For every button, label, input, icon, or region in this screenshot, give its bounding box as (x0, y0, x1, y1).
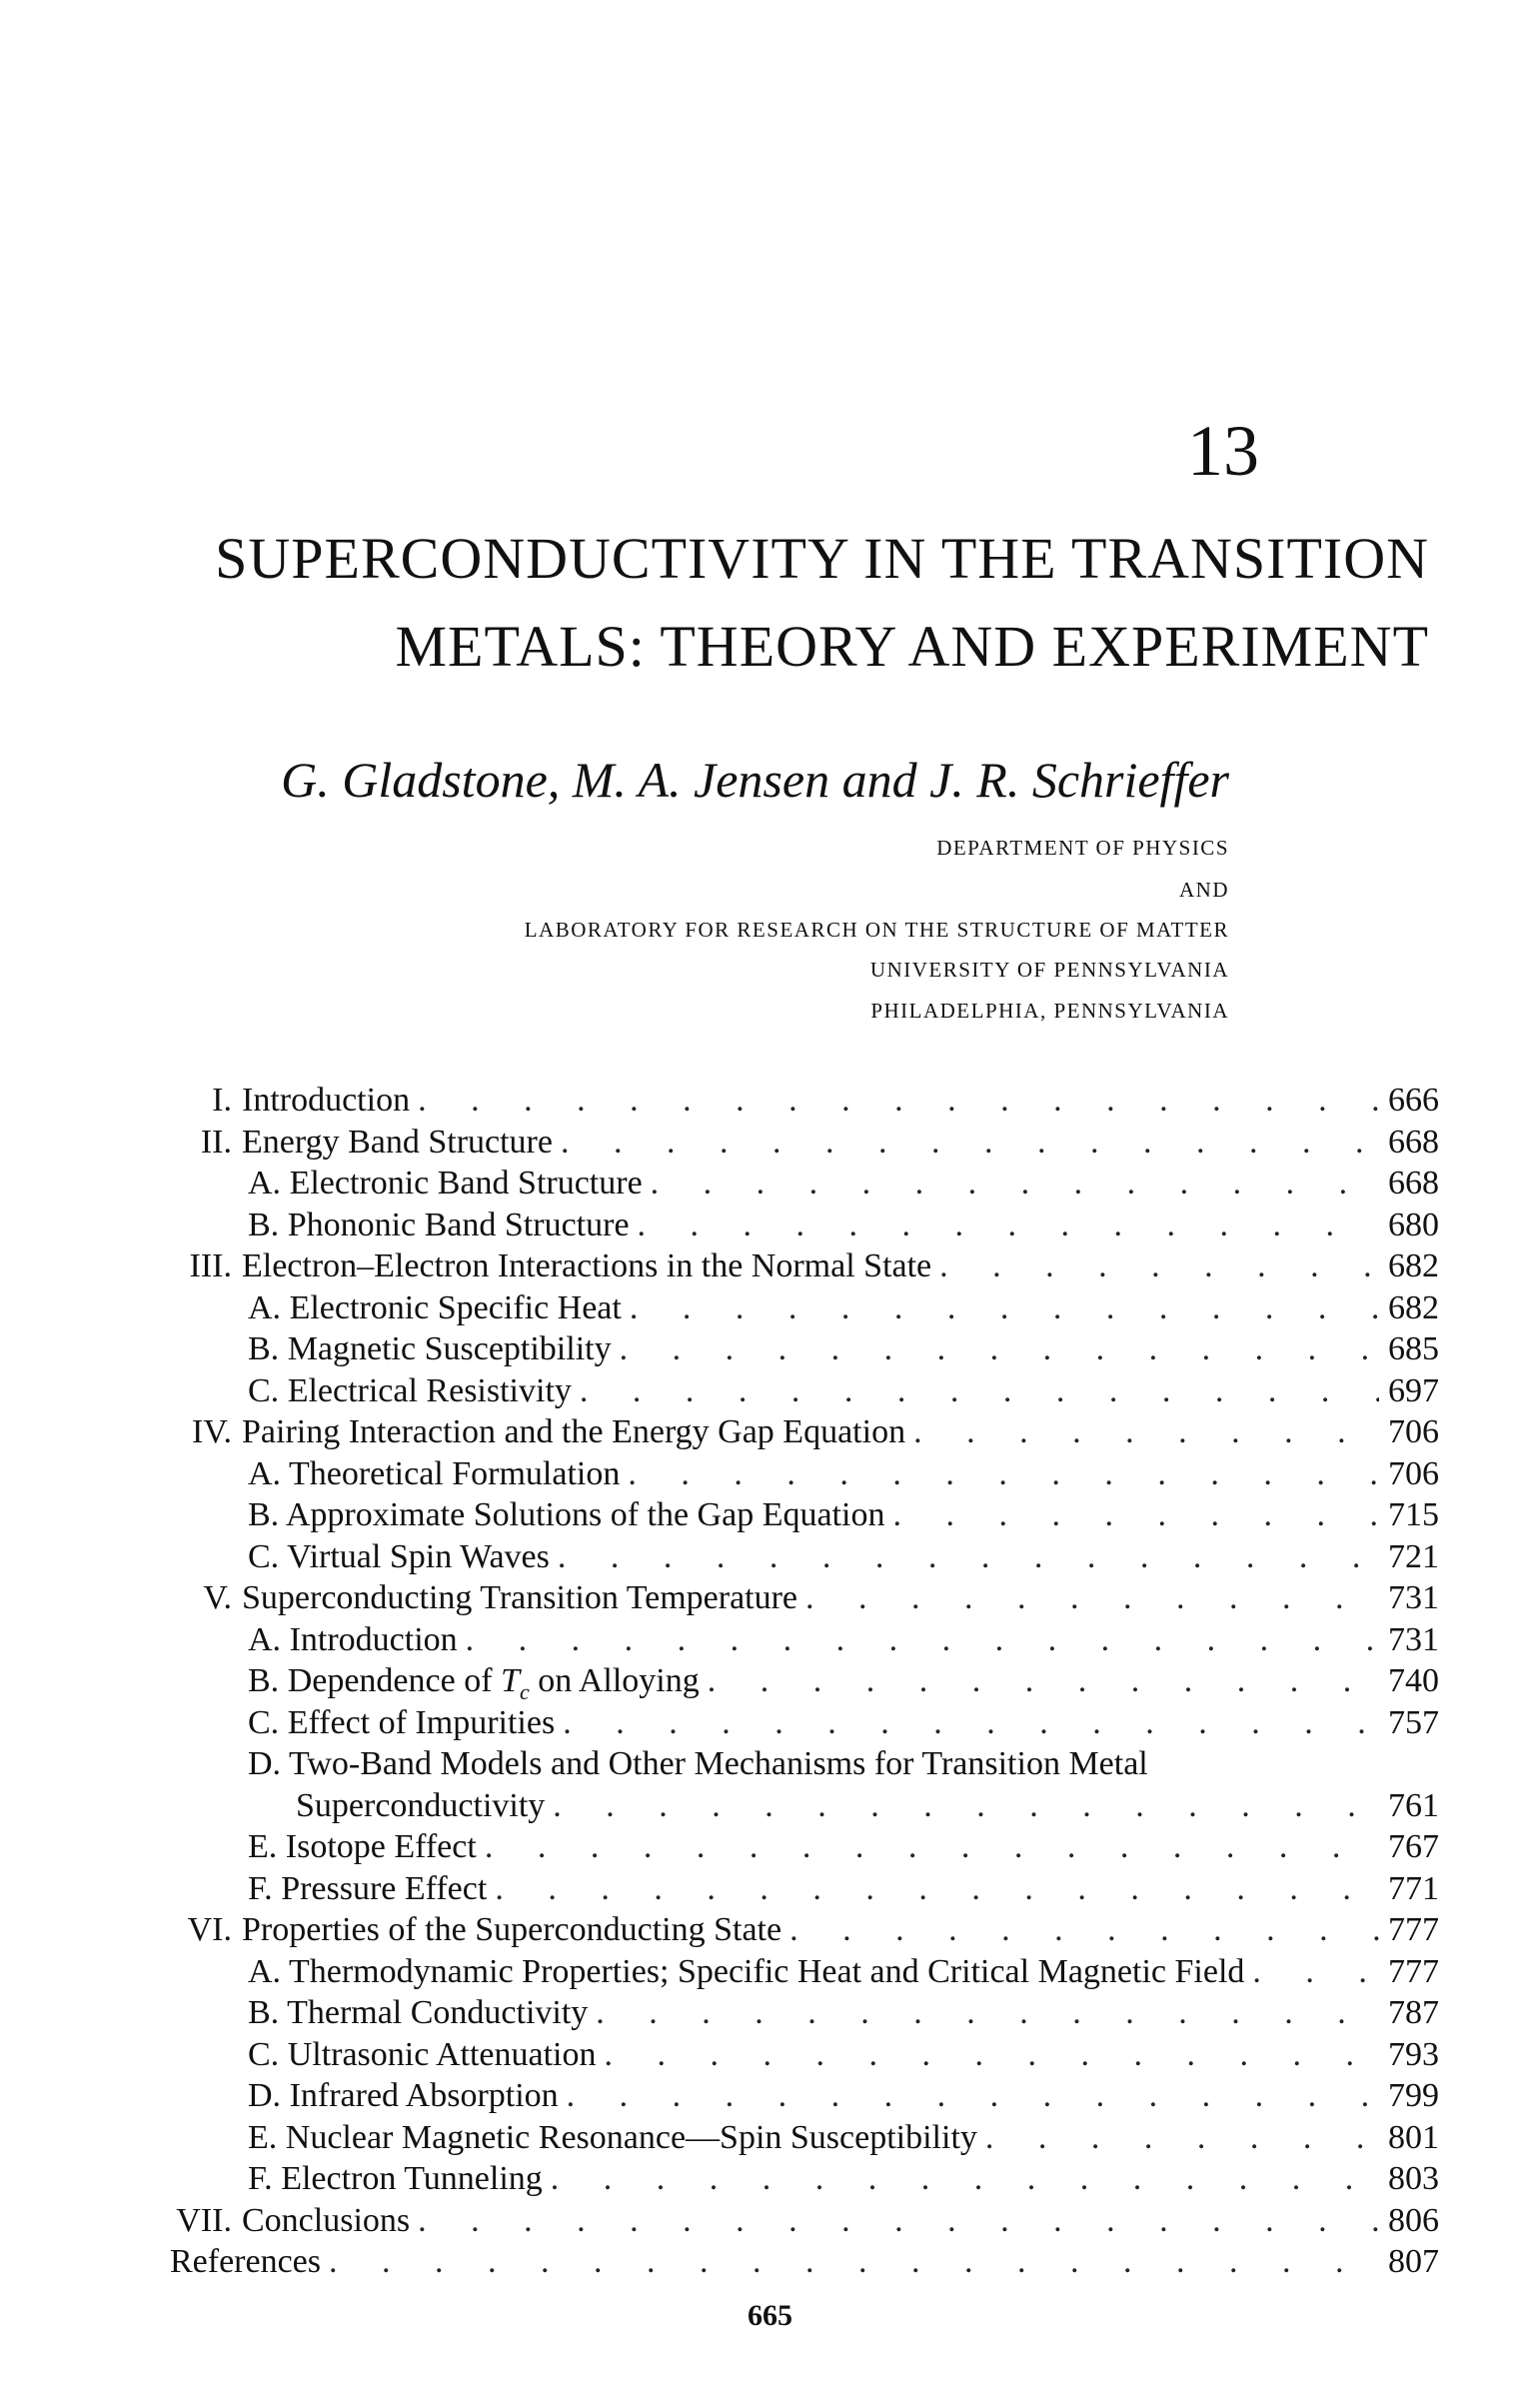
toc-entry-page: 777 (1388, 1952, 1439, 1990)
toc-entry-label: Magnetic Susceptibility (287, 1330, 612, 1367)
toc-entry-label: References (170, 2243, 322, 2280)
toc-leader-dots (418, 1080, 1379, 1122)
toc-subentry (170, 1163, 1439, 1204)
toc-entry-number: C. (248, 1371, 280, 1409)
toc-entry-number: A. (248, 1620, 282, 1658)
toc-entry-page: 799 (1388, 2077, 1439, 2114)
toc-entry-number: B. (248, 1205, 280, 1243)
toc-entry-references (170, 2241, 1439, 2283)
affiliation-line: UNIVERSITY OF PENNSYLVANIA (869, 958, 1229, 982)
toc-entry-page: 668 (1388, 1123, 1439, 1161)
chapter-number: 13 (1187, 411, 1259, 491)
affiliation-line: DEPARTMENT OF PHYSICS (936, 836, 1229, 860)
toc-subentry (170, 1702, 1439, 1744)
toc-entry-page: 715 (1388, 1496, 1439, 1533)
toc-entry-label: Nuclear Magnetic Resonance—Spin Susceptibility (285, 2118, 977, 2156)
authors: G. Gladstone, M. A. Jensen and J. R. Schrieffer (281, 752, 1229, 808)
toc-entry-page: 685 (1388, 1330, 1439, 1367)
toc-subentry (170, 1453, 1439, 1495)
toc-entry-label: Pressure Effect (281, 1869, 488, 1907)
toc-leader-dots (551, 2158, 1379, 2200)
toc-entry-number: C. (248, 1537, 280, 1575)
table-of-contents (170, 1080, 1439, 2283)
toc-entry-number: II. (200, 1123, 232, 1161)
toc-entry-label: Superconducting Transition Temperature (242, 1579, 798, 1616)
chapter-title-line-1: SUPERCONDUCTIVITY IN THE TRANSITION (215, 526, 1429, 591)
toc-entry-page: 668 (1388, 1165, 1439, 1201)
toc-entry-page: 731 (1388, 1620, 1439, 1658)
toc-entry-number: B. (248, 1994, 280, 2031)
toc-entry-label: Electronic Specific Heat (289, 1288, 622, 1326)
toc-leader-dots (561, 1122, 1379, 1164)
toc-entry-page: 682 (1388, 1288, 1439, 1326)
toc-entry-introduction (170, 1080, 1439, 1122)
toc-entry-number: D. (248, 1745, 282, 1782)
toc-entry-number: B. (248, 1330, 280, 1367)
toc-leader-dots (466, 1619, 1379, 1661)
toc-entry-page: 767 (1388, 1828, 1439, 1865)
toc-entry-number: F. (248, 2160, 273, 2197)
toc-entry-label-pre: Dependence of (287, 1662, 502, 1699)
toc-entry-number: E. (248, 2118, 278, 2156)
affiliation-line: AND (1179, 878, 1229, 902)
toc-entry-energy-band-structure (170, 1122, 1439, 1164)
toc-subentry (170, 2034, 1439, 2076)
toc-entry-label: Infrared Absorption (289, 2077, 559, 2114)
toc-entry-number: B. (248, 1662, 280, 1699)
toc-entry-label: Introduction (242, 1082, 411, 1119)
toc-entry-number: I. (212, 1082, 232, 1119)
page-number: 665 (748, 2299, 792, 2332)
toc-leader-dots (495, 1868, 1379, 1910)
toc-entry-label: Thermal Conductivity (287, 1994, 589, 2031)
toc-entry-conclusions (170, 2200, 1439, 2242)
toc-entry-label: Conclusions (242, 2201, 411, 2239)
toc-entry-number: VI. (187, 1911, 232, 1948)
toc-leader-dots (789, 1909, 1379, 1951)
toc-subentry (170, 1287, 1439, 1329)
toc-leader-dots (708, 1660, 1379, 1702)
toc-entry-label: Properties of the Superconducting State (242, 1911, 782, 1948)
affiliation-line: PHILADELPHIA, PENNSYLVANIA (870, 999, 1229, 1023)
toc-entry-page: 787 (1388, 1994, 1439, 2031)
toc-entry-label: Ultrasonic Attenuation (287, 2035, 597, 2073)
toc-entry-label: Phononic Band Structure (287, 1205, 630, 1243)
toc-subentry (170, 1494, 1439, 1536)
toc-entry-number: VII. (176, 2201, 232, 2239)
toc-leader-dots (630, 1287, 1379, 1329)
toc-entry-page: 793 (1388, 2035, 1439, 2073)
toc-leader-dots (628, 1453, 1379, 1495)
toc-entry-label-post: on Alloying (529, 1662, 700, 1699)
tc-symbol: T (501, 1662, 520, 1699)
toc-leader-dots (985, 2117, 1379, 2159)
toc-entry-number: A. (248, 1165, 282, 1201)
toc-subentry (170, 1660, 1439, 1702)
toc-entry-number: A. (248, 1952, 282, 1990)
toc-leader-dots (651, 1163, 1379, 1204)
tc-subscript: c (519, 1678, 530, 1704)
toc-entry-page: 803 (1388, 2160, 1439, 2197)
toc-subentry (170, 1328, 1439, 1370)
toc-entry-label: Theoretical Formulation (288, 1454, 621, 1492)
toc-entry-label: Introduction (289, 1620, 458, 1658)
toc-entry-page: 806 (1388, 2201, 1439, 2239)
toc-entry-transition-temperature (170, 1577, 1439, 1619)
toc-leader-dots (604, 2034, 1379, 2076)
toc-entry-number: V. (203, 1579, 232, 1616)
toc-subentry (170, 1868, 1439, 1910)
toc-entry-label: Energy Band Structure (242, 1123, 553, 1161)
toc-entry-number: A. (248, 1454, 282, 1492)
toc-entry-page: 801 (1388, 2118, 1439, 2156)
toc-entry-label: Electronic Band Structure (289, 1165, 643, 1201)
toc-entry-page: 807 (1388, 2243, 1439, 2280)
toc-entry-page: 771 (1388, 1869, 1439, 1907)
toc-entry-page: 706 (1388, 1454, 1439, 1492)
toc-leader-dots (620, 1328, 1379, 1370)
toc-leader-dots (558, 1536, 1379, 1578)
toc-entry-page: 682 (1388, 1247, 1439, 1284)
toc-entry-label: Virtual Spin Waves (287, 1537, 550, 1575)
toc-entry-number: D. (248, 2077, 282, 2114)
toc-entry-page: 731 (1388, 1579, 1439, 1616)
toc-leader-dots (567, 2075, 1379, 2117)
toc-leader-dots (913, 1411, 1379, 1453)
toc-leader-dots (553, 1785, 1379, 1827)
toc-entry-page: 666 (1388, 1082, 1439, 1119)
chapter-title-line-2: METALS: THEORY AND EXPERIMENT (395, 614, 1429, 679)
toc-leader-dots (805, 1577, 1379, 1619)
toc-subentry (170, 1951, 1439, 1993)
toc-subentry (170, 1619, 1439, 1661)
toc-subentry (170, 1826, 1439, 1868)
toc-entry-number: IV. (192, 1413, 232, 1450)
toc-entry-label: Two-Band Models and Other Mechanisms for Transition Metal (288, 1745, 1148, 1782)
toc-entry-label: Approximate Solutions of the Gap Equation (285, 1496, 885, 1533)
toc-entry-label: Electron Tunneling (281, 2160, 543, 2197)
toc-entry-page: 697 (1388, 1371, 1439, 1409)
toc-entry-number: E. (248, 1828, 278, 1865)
toc-subentry-continuation (170, 1785, 1439, 1827)
toc-subentry (170, 2158, 1439, 2200)
toc-entry-number: F. (248, 1869, 273, 1907)
toc-entry-page: 680 (1388, 1205, 1439, 1243)
toc-leader-dots (485, 1826, 1379, 1868)
toc-entry-page: 761 (1388, 1786, 1439, 1824)
toc-entry-label: Electrical Resistivity (287, 1371, 572, 1409)
toc-entry-number: B. (248, 1496, 280, 1533)
toc-entry-page: 777 (1388, 1911, 1439, 1948)
toc-leader-dots (596, 1992, 1379, 2034)
toc-leader-dots (580, 1370, 1379, 1412)
toc-entry-number: C. (248, 2035, 280, 2073)
toc-subentry (170, 2075, 1439, 2117)
toc-entry-label: Electron–Electron Interactions in the Normal State (242, 1247, 932, 1284)
toc-entry-number: C. (248, 1703, 280, 1741)
toc-entry-pairing-interaction (170, 1411, 1439, 1453)
toc-leader-dots (563, 1702, 1379, 1744)
toc-leader-dots (329, 2241, 1379, 2283)
toc-entry-page: 740 (1388, 1662, 1439, 1699)
affiliation-line: LABORATORY FOR RESEARCH ON THE STRUCTURE OF MATTER (524, 918, 1229, 942)
toc-subentry (170, 2117, 1439, 2159)
toc-subentry (170, 1743, 1439, 1785)
toc-entry-number: III. (189, 1247, 232, 1284)
toc-entry-label: Isotope Effect (285, 1828, 477, 1865)
toc-entry-page: 721 (1388, 1537, 1439, 1575)
toc-subentry (170, 1536, 1439, 1578)
toc-subentry (170, 1204, 1439, 1246)
toc-entry-label: Thermodynamic Properties; Specific Heat and Critical Magnetic Field (288, 1952, 1245, 1990)
toc-entry-superconducting-state (170, 1909, 1439, 1951)
toc-entry-page: 757 (1388, 1703, 1439, 1741)
toc-entry-label: Effect of Impurities (287, 1703, 556, 1741)
toc-leader-dots (638, 1204, 1379, 1246)
toc-leader-dots (1252, 1951, 1379, 1993)
toc-subentry (170, 1370, 1439, 1412)
toc-leader-dots (892, 1494, 1379, 1536)
toc-subentry (170, 1992, 1439, 2034)
toc-entry-label-continued: Superconductivity (296, 1786, 546, 1824)
toc-entry-electron-interactions (170, 1245, 1439, 1287)
toc-leader-dots (939, 1245, 1379, 1287)
toc-leader-dots (418, 2200, 1379, 2242)
toc-entry-number: A. (248, 1288, 282, 1326)
toc-entry-page: 706 (1388, 1413, 1439, 1450)
toc-entry-label: Pairing Interaction and the Energy Gap Equation (242, 1413, 906, 1450)
